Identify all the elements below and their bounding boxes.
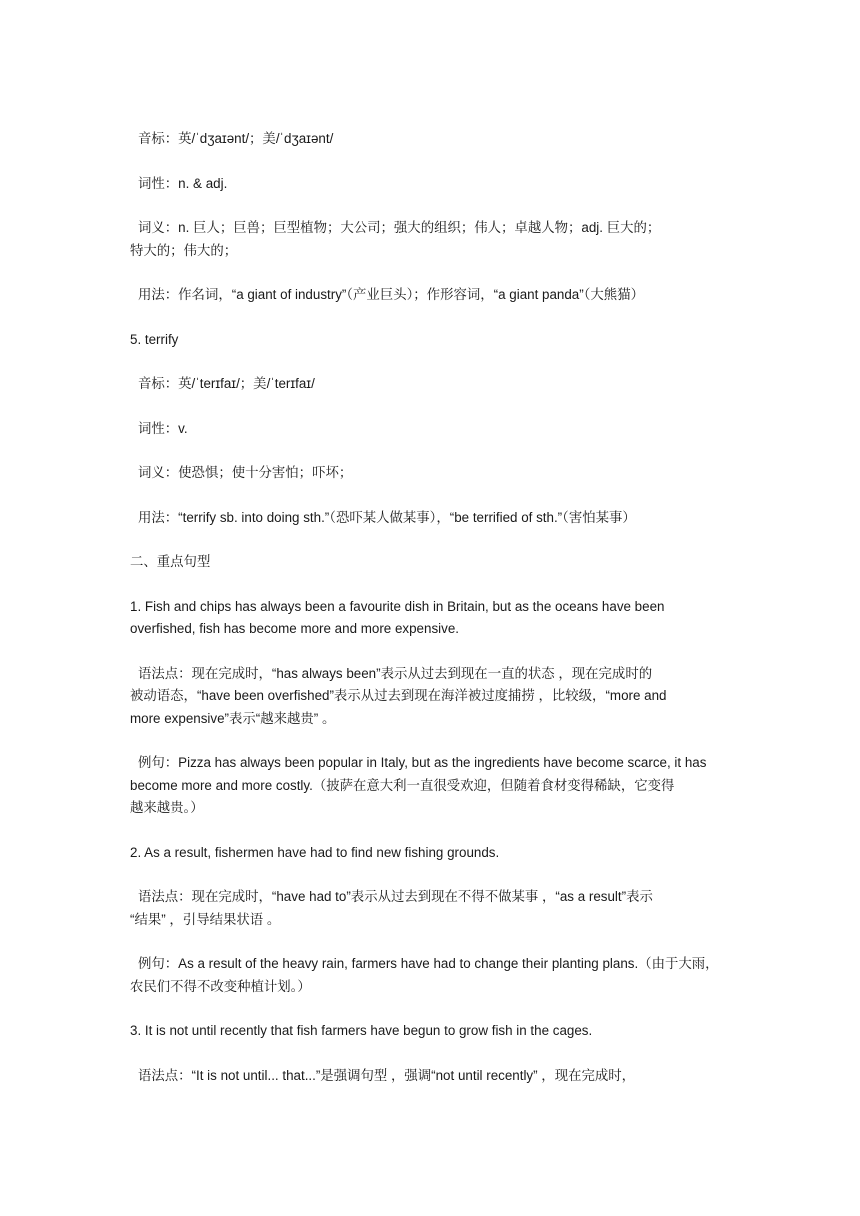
sentence-2-grammar-line-2: “结果” ，引导结果状语 。	[130, 911, 281, 927]
sentence-1-grammar	[130, 663, 732, 731]
sentence-2-grammar	[130, 886, 732, 931]
sentence-1-line-1: 1. Fish and chips has always been a favourite dish in Britain, but as the oceans have been	[130, 598, 665, 614]
giant-usage: 用法：作名词，“a giant of industry”（产业巨头）；作形容词，“a giant panda”（大熊猫）	[138, 287, 644, 302]
section-heading: 二、重点句型	[130, 554, 211, 569]
giant-meaning-line-2: 特大的；伟大的；	[130, 242, 238, 258]
sentence-2-example-line-2: 农民们不得不改变种植计划。）	[130, 978, 311, 994]
terrify-meaning: 词义：使恐惧；使十分害怕；吓坏；	[138, 465, 353, 480]
sentence-3-grammar: 语法点：“It is not until... that...”是强调句型 ，强调“not until recently” ，现在完成时，	[138, 1067, 636, 1083]
document-page	[130, 128, 732, 1109]
sentence-1	[130, 596, 732, 641]
giant-phonetic: 音标：英/ˈdʒaɪənt/；美/ˈdʒaɪənt/	[138, 131, 334, 146]
sentence-1-line-2: overfished, fish has become more and more expensive.	[130, 621, 459, 636]
giant-meaning-line-1: 词义：n. 巨人；巨兽；巨型植物；大公司；强大的组织；伟人；卓越人物；adj. 巨大的；	[138, 220, 661, 235]
sentence-2-example	[130, 953, 732, 998]
giant-meaning	[130, 217, 732, 262]
sentence-1-example-line-3: 越来越贵。）	[130, 800, 204, 815]
terrify-heading: 5. terrify	[130, 331, 179, 347]
sentence-1-example-line-1: 例句：Pizza has always been popular in Italy, but as the ingredients have become scarce, it has	[138, 755, 707, 770]
sentence-3: 3. It is not until recently that fish farmers have begun to grow fish in the cages.	[130, 1023, 593, 1038]
sentence-2: 2. As a result, fishermen have had to find new fishing grounds.	[130, 844, 500, 860]
terrify-phonetic: 音标：英/ˈterɪfaɪ/；美/ˈterɪfaɪ/	[138, 376, 315, 391]
sentence-1-grammar-line-3: more expensive”表示“越来越贵” 。	[130, 710, 336, 726]
giant-part-of-speech: 词性：n. & adj.	[138, 175, 228, 191]
sentence-1-example-line-2: become more and more costly.（披萨在意大利一直很受欢迎，但随着食材变得稀缺，它变得	[130, 777, 675, 793]
terrify-part-of-speech: 词性：v.	[138, 420, 188, 436]
sentence-1-grammar-line-2: 被动语态，“have been overfished”表示从过去到现在海洋被过度捕捞 ，比较级，“more and	[130, 688, 667, 703]
sentence-1-grammar-line-1: 语法点：现在完成时，“has always been”表示从过去到现在一直的状态 ，现在完成时的	[138, 665, 653, 681]
sentence-2-example-line-1: 例句：As a result of the heavy rain, farmers have had to change their planting plans.（由于大雨，	[138, 956, 719, 971]
sentence-2-grammar-line-1: 语法点：现在完成时，“have had to”表示从过去到现在不得不做某事 ，“as a result”表示	[138, 889, 653, 904]
terrify-usage: 用法：“terrify sb. into doing sth.”（恐吓某人做某事），“be terrified of sth.”（害怕某事）	[138, 509, 636, 525]
sentence-1-example	[130, 752, 732, 820]
